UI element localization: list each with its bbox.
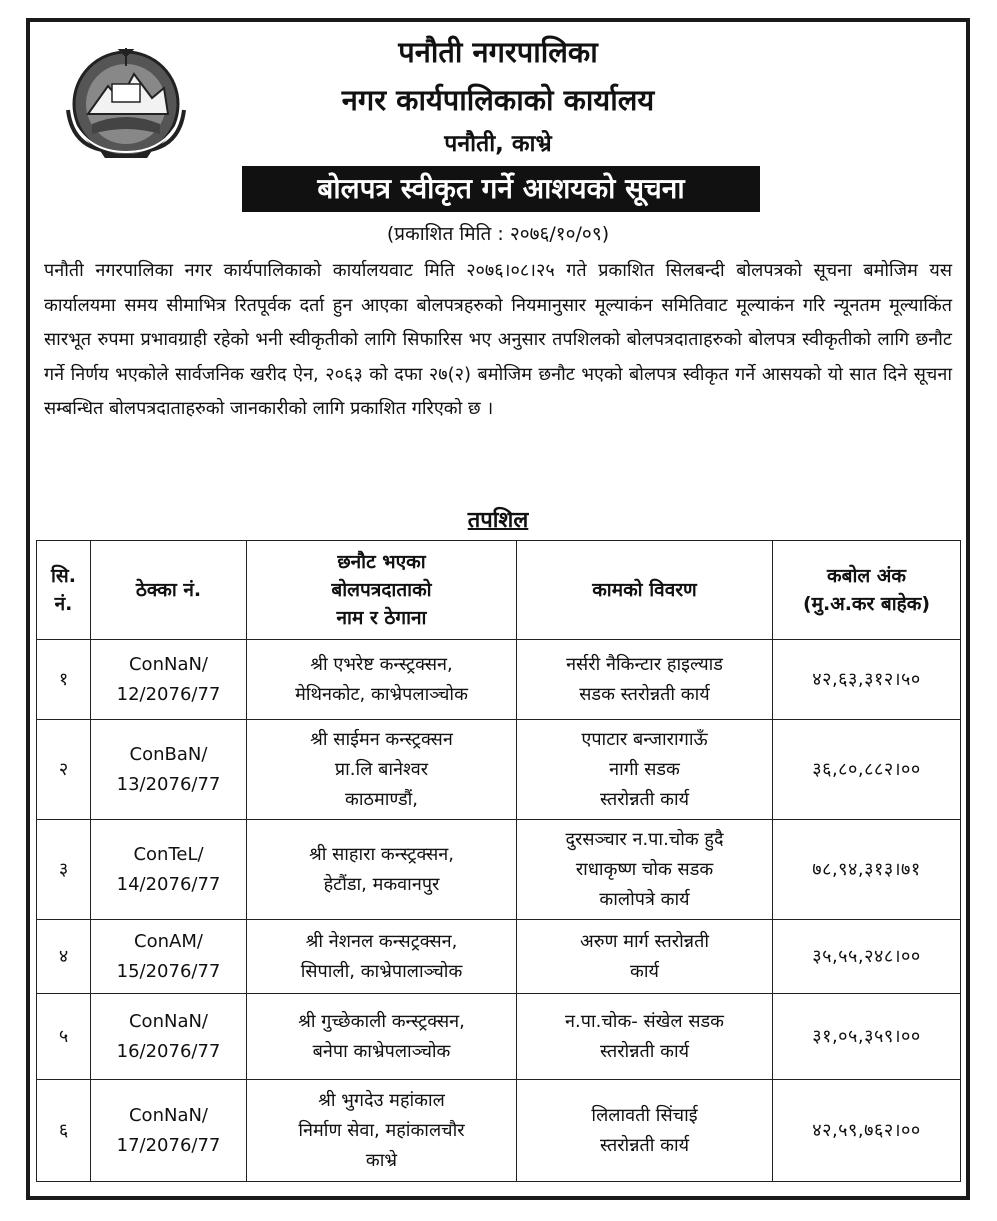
cell-line: एपाटार बन्जारागाऊँ: [581, 728, 708, 750]
cell-line: 16/2076/77: [116, 1040, 221, 1062]
cell-bidder: [247, 820, 517, 920]
table-row: [37, 920, 961, 994]
cell-contract: [91, 994, 247, 1080]
cell-line: श्री भुगदेउ महांकाल: [318, 1089, 445, 1111]
cell-contract: [91, 820, 247, 920]
cell-line: मेथिनकोट, काभ्रेपलाञ्चोक: [295, 683, 468, 705]
header-bidder-line: बोलपत्रदाताको: [331, 579, 432, 601]
header-amount: [773, 541, 961, 640]
cell-amount: ३६,८०,८८२।००: [773, 720, 961, 820]
cell-line: सडक स्तरोन्नती कार्य: [579, 683, 710, 705]
cell-line: स्तरोन्नती कार्य: [599, 788, 690, 810]
cell-line: स्तरोन्नती कार्य: [599, 1040, 690, 1062]
cell-bidder: [247, 920, 517, 994]
notice-body: पनौती नगरपालिका नगर कार्यपालिकाको कार्यालयवाट मिति २०७६।०८।२५ गते प्रकाशित सिलबन्दी बोलपत्रको सूचना बमोजिम यस कार्यालयमा समय सीमाभित्र रितपूर्वक दर्ता हुन आएका बोलपत्रहरुको नियमानुसार मूल्याकंन समितिवाट मूल्याकंन गरि न्यूनतम मूल्याकिंत सारभूत रुपमा प्रभावग्राही रहेको भनी स्वीकृतीको लागि सिफारिस भए अनुसार तपशिलको बोलपत्रदाताहरुको बोलपत्र स्वीकृतीको लागि छनौट गर्ने निर्णय भएकोले सार्वजनिक खरीद ऐन, २०६३ को दफा २७(२) बमोजिम छनौट भएको बोलपत्र स्वीकृत गर्ने आसयको यो सात दिने सूचना सम्बन्धित बोलपत्रदाताहरुको जानकारीको लागि प्रकाशित गरिएको छ ।: [44, 260, 952, 420]
selected-bidders-table: [36, 540, 961, 1182]
cell-work: [517, 640, 773, 720]
cell-bidder: [247, 994, 517, 1080]
cell-line: ConTeL/: [133, 843, 204, 865]
cell-contract: [91, 640, 247, 720]
header-work: कामको विवरण: [517, 541, 773, 640]
cell-line: नर्सरी नैकिन्टार हाइल्याड: [566, 653, 723, 675]
header-sn-line: सि.: [51, 565, 76, 587]
cell-amount: ३५,५५,२४८।००: [773, 920, 961, 994]
notice-frame: [26, 18, 970, 1200]
cell-line: हेटौंडा, मकवानपुर: [323, 873, 440, 895]
cell-contract: [91, 1080, 247, 1182]
cell-line: न.पा.चोक- संखेल सडक: [565, 1010, 724, 1032]
cell-bidder: [247, 640, 517, 720]
cell-line: श्री गुच्छेकाली कन्स्ट्रक्सन,: [298, 1010, 465, 1032]
section-title: [30, 504, 966, 534]
cell-sn: ६: [37, 1080, 91, 1182]
cell-line: ConNaN/: [128, 1104, 208, 1126]
cell-bidder: [247, 1080, 517, 1182]
office-name: नगर कार्यपालिकाको कार्यालय: [341, 83, 655, 117]
cell-line: 17/2076/77: [116, 1134, 221, 1156]
cell-line: 14/2076/77: [116, 873, 221, 895]
cell-line: श्री साहारा कन्स्ट्रक्सन,: [308, 843, 455, 865]
cell-line: 15/2076/77: [116, 960, 221, 982]
header-sn-line: नं.: [54, 593, 73, 615]
header-bidder-line: नाम र ठेगाना: [336, 607, 427, 629]
table-header-row: [37, 541, 961, 640]
cell-amount: ४२,५९,७६२।००: [773, 1080, 961, 1182]
table-row: [37, 640, 961, 720]
cell-line: कार्य: [630, 960, 659, 982]
cell-line: बनेपा काभ्रेपलाञ्चोक: [312, 1040, 451, 1062]
cell-line: काठमाण्डौं,: [345, 788, 418, 810]
cell-work: [517, 994, 773, 1080]
cell-bidder: [247, 720, 517, 820]
cell-amount: ३१,०५,३५९।००: [773, 994, 961, 1080]
office-address: पनौती, काभ्रे: [444, 131, 552, 157]
cell-contract: [91, 920, 247, 994]
cell-line: ConAM/: [134, 930, 203, 952]
cell-line: ConBaN/: [129, 743, 208, 765]
cell-line: प्रा.लि बानेश्वर: [334, 758, 429, 780]
header-contract: ठेक्का नं.: [91, 541, 247, 640]
cell-line: काभ्रे: [365, 1149, 398, 1171]
cell-work: [517, 1080, 773, 1182]
cell-sn: १: [37, 640, 91, 720]
cell-line: दुरसञ्चार न.पा.चोक हुदै: [565, 828, 724, 850]
cell-sn: ४: [37, 920, 91, 994]
section-title-text: तपशिल: [467, 508, 529, 533]
cell-line: अरुण मार्ग स्तरोन्नती: [579, 930, 709, 952]
published-date: (प्रकाशित मिति : २०७६/१०/०९): [386, 223, 610, 245]
cell-line: श्री साईमन कन्स्ट्रक्सन: [310, 728, 453, 750]
cell-line: श्री नेशनल कन्सट्रक्सन,: [305, 930, 458, 952]
cell-line: निर्माण सेवा, महांकालचौर: [298, 1119, 465, 1141]
cell-line: 13/2076/77: [116, 773, 221, 795]
table-row: [37, 820, 961, 920]
municipality-name: पनौती नगरपालिका: [398, 35, 598, 69]
header-bidder-line: छनौट भएका: [337, 551, 426, 573]
cell-sn: ३: [37, 820, 91, 920]
cell-line: राधाकृष्ण चोक सडक: [575, 858, 714, 880]
table-row: [37, 1080, 961, 1182]
header-sn: [37, 541, 91, 640]
cell-line: ConNaN/: [128, 653, 208, 675]
cell-line: लिलावती सिंचाई: [591, 1104, 698, 1126]
header-bidder: [247, 541, 517, 640]
cell-line: स्तरोन्नती कार्य: [599, 1134, 690, 1156]
cell-contract: [91, 720, 247, 820]
cell-sn: ५: [37, 994, 91, 1080]
cell-line: कालोपत्रे कार्य: [599, 888, 690, 910]
cell-amount: ४२,६३,३१२।५०: [773, 640, 961, 720]
cell-line: ConNaN/: [128, 1010, 208, 1032]
notice-title: बोलपत्र स्वीकृत गर्ने आशयको सूचना: [242, 166, 760, 212]
header-amount-line: कबोल अंक: [827, 565, 906, 587]
cell-line: नागी सडक: [609, 758, 680, 780]
cell-line: सिपाली, काभ्रेपालाञ्चोक: [300, 960, 463, 982]
cell-amount: ७८,९४,३१३।७१: [773, 820, 961, 920]
cell-line: 12/2076/77: [116, 683, 221, 705]
cell-work: [517, 820, 773, 920]
cell-line: श्री एभरेष्ट कन्स्ट्रक्सन,: [310, 653, 453, 675]
cell-sn: २: [37, 720, 91, 820]
cell-work: [517, 720, 773, 820]
cell-work: [517, 920, 773, 994]
header-amount-line: (मु.अ.कर बाहेक): [802, 593, 931, 615]
table-row: [37, 720, 961, 820]
table-row: [37, 994, 961, 1080]
